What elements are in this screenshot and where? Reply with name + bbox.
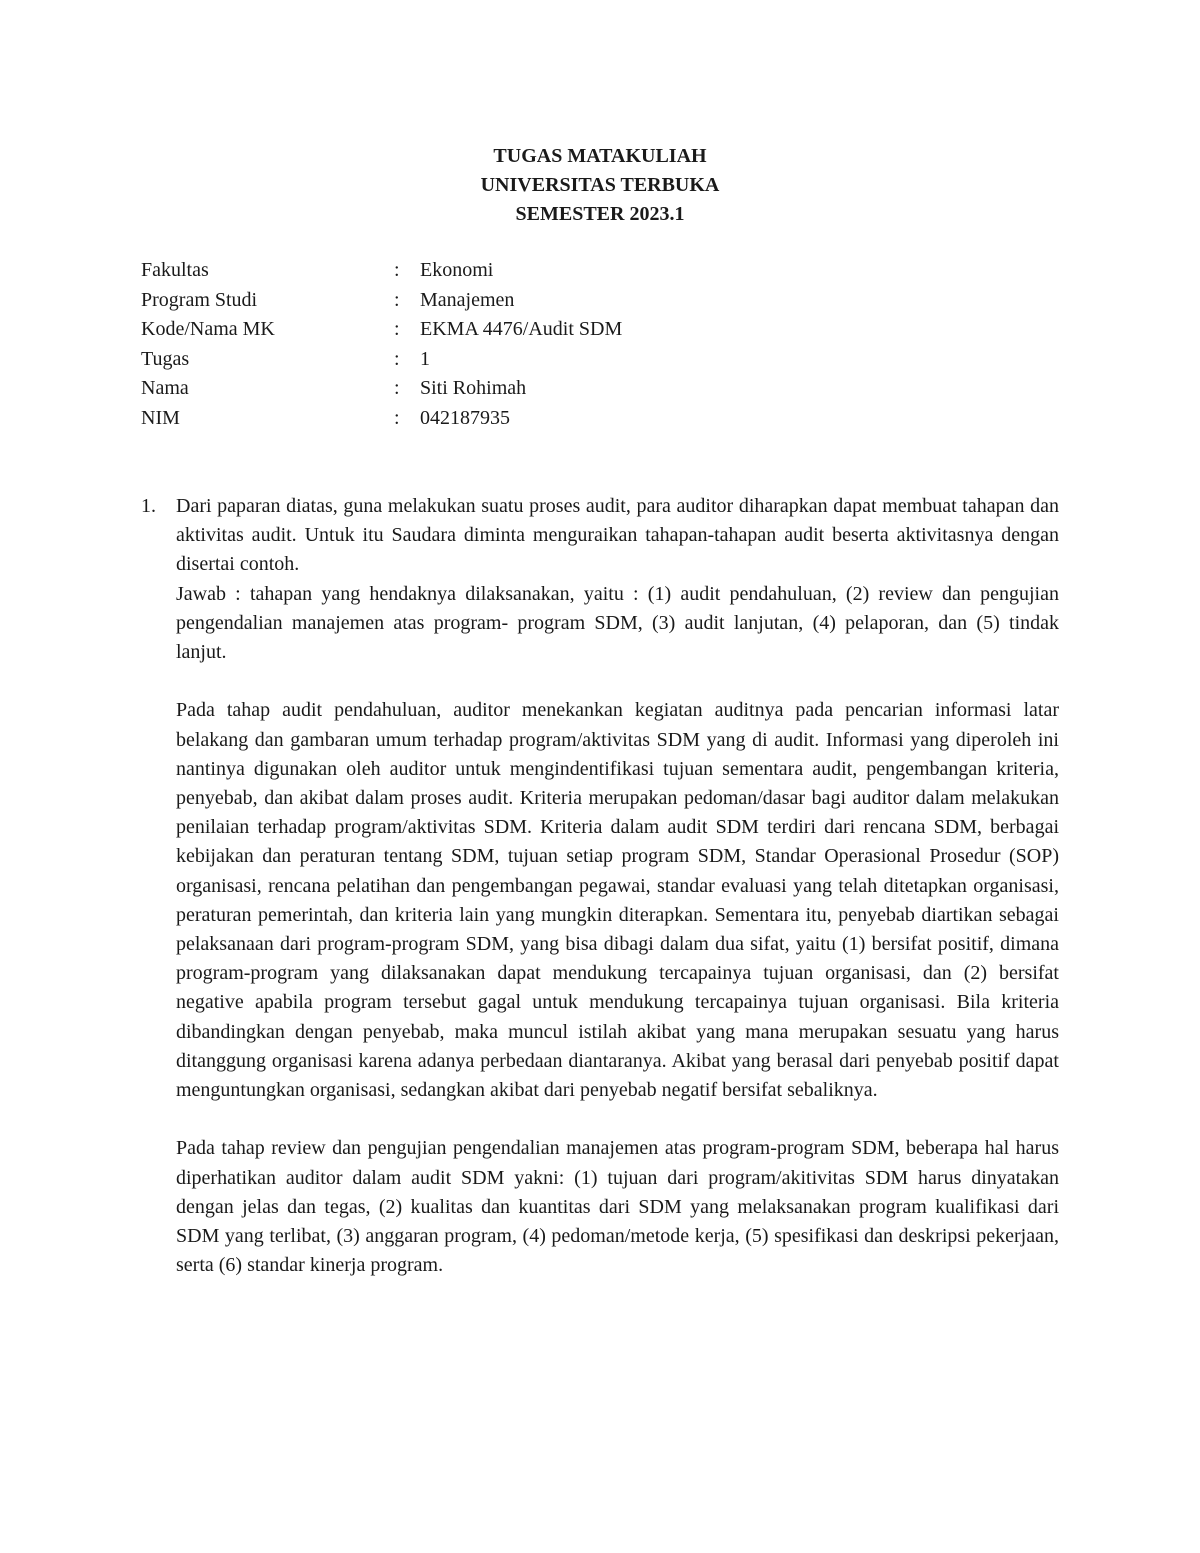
info-label: Fakultas <box>141 259 209 281</box>
document-content <box>141 492 1059 1280</box>
info-value: 042187935 <box>420 406 510 429</box>
answer-paragraph: Pada tahap review dan pengujian pengendalian manajemen atas program-program SDM, beberapa hal harus diperhatikan auditor dalam audit SDM yakni: (1) tujuan dari program/akitivitas SDM harus dinyatakan dengan jelas dan tegas, (2) kualitas dan kuantitas dari SDM yang melaksanakan program kualifikasi dari SDM yang terlibat, (3) anggaran program, (4) pedoman/metode kerja, (5) spesifikasi dan deskripsi pekerjaan, serta (6) standar kinerja program. <box>176 1137 1059 1277</box>
info-colon: : <box>394 288 400 311</box>
header-university: UNIVERSITAS TERBUKA <box>480 174 720 196</box>
info-row-program-studi <box>141 286 622 316</box>
info-value: Ekonomi <box>420 259 494 281</box>
info-label: NIM <box>141 406 180 429</box>
info-row-tugas <box>141 345 622 375</box>
header-title: TUGAS MATAKULIAH <box>493 145 707 167</box>
info-colon: : <box>394 318 400 340</box>
info-value: EKMA 4476/Audit SDM <box>420 318 623 340</box>
info-colon: : <box>394 377 400 399</box>
question-body <box>176 492 1059 1280</box>
header-semester: SEMESTER 2023.1 <box>515 203 685 225</box>
info-label: Tugas <box>141 347 190 370</box>
question-number: 1. <box>141 495 156 517</box>
answer-paragraph: Pada tahap audit pendahuluan, auditor menekankan kegiatan auditnya pada pencarian informasi latar belakang dan gambaran umum terhadap program/aktivitas SDM yang di audit. Informasi yang diperoleh ini nantinya digunakan oleh auditor untuk mengindentifikasi tujuan sementara audit, pengembangan kriteria, penyebab, dan akibat dalam proses audit. Kriteria merupakan pedoman/dasar bagi auditor dalam melakukan penilaian terhadap program/aktivitas SDM. Kriteria dalam audit SDM terdiri dari rencana SDM, berbagai kebijakan dan peraturan tentang SDM, tujuan setiap program SDM, Standar Operasional Prosedur (SOP) organisasi, rencana pelatihan dan pengembangan pegawai, standar evaluasi yang telah ditetapkan organisasi, peraturan pemerintah, dan kriteria lain yang mungkin diterapkan. Sementara itu, penyebab diartikan sebagai pelaksanaan dari program-program SDM, yang bisa dibagi dalam dua sifat, yaitu (1) bersifat positif, dimana program-program yang dilaksanakan dapat mendukung tercapainya tujuan organisasi, dan (2) bersifat negative apabila program tersebut gagal untuk mendukung tercapainya tujuan organisasi. Bila kriteria dibandingkan dengan penyebab, maka muncul istilah akibat yang mana merupakan sesuatu yang harus ditanggung organisasi karena adanya perbedaan diantaranya. Akibat yang berasal dari penyebab positif dapat menguntungkan organisasi, sedangkan akibat dari penyebab negatif bersifat sebaliknya. <box>176 699 1059 1102</box>
document-header <box>0 142 1200 229</box>
info-colon: : <box>394 259 400 281</box>
info-label: Program Studi <box>141 288 258 311</box>
info-label: Nama <box>141 377 189 399</box>
info-value: Siti Rohimah <box>420 377 527 399</box>
info-colon: : <box>394 347 400 370</box>
answer-intro: Jawab : tahapan yang hendaknya dilaksanakan, yaitu : (1) audit pendahuluan, (2) review dan pengujian pengendalian manajemen atas program- program SDM, (3) audit lanjutan, (4) pelaporan, dan (5) tindak lanjut. <box>176 582 1059 664</box>
student-info <box>141 256 622 433</box>
info-value: 1 <box>420 347 430 370</box>
question-item <box>141 492 1059 1280</box>
info-label: Kode/Nama MK <box>141 318 275 340</box>
info-row-nim <box>141 404 622 434</box>
info-row-nama <box>141 374 622 404</box>
question-text: Dari paparan diatas, guna melakukan suatu proses audit, para auditor diharapkan dapat membuat tahapan dan aktivitas audit. Untuk itu Saudara diminta menguraikan tahapan-tahapan audit beserta aktivitasnya dengan disertai contoh. <box>176 495 1059 576</box>
info-value: Manajemen <box>420 288 515 311</box>
info-row-kode-mk <box>141 315 622 345</box>
info-colon: : <box>394 406 400 429</box>
info-row-fakultas <box>141 256 622 286</box>
